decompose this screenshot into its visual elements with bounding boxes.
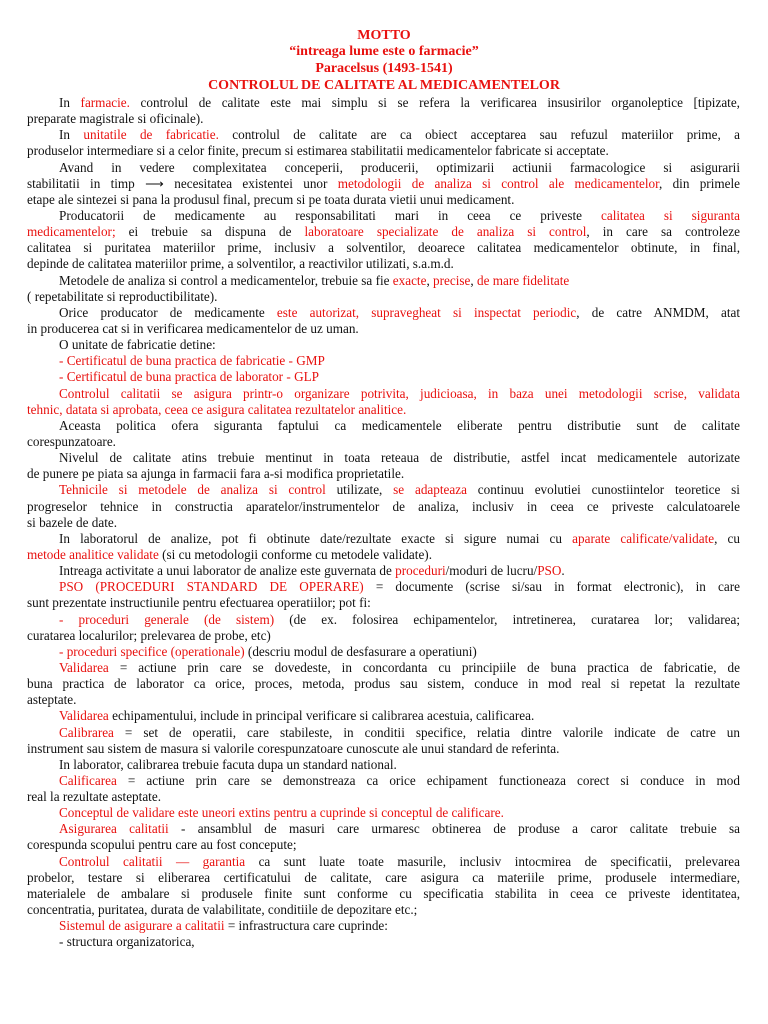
text-line bbox=[59, 208, 740, 224]
text-line bbox=[59, 337, 740, 353]
text-line bbox=[59, 273, 740, 289]
highlighted-text: unitatile de fabricatie. bbox=[83, 127, 219, 143]
text-run: , bbox=[426, 272, 434, 288]
text-line bbox=[27, 692, 740, 708]
highlighted-text: Controlul calitatii se asigura printr-o organizare potrivita, judicioasa, in baza unei metodologii scrise, validata bbox=[59, 385, 740, 401]
text-line bbox=[59, 612, 740, 628]
text-run: - structura organizatorica, bbox=[59, 934, 195, 950]
text-run: , cu bbox=[714, 530, 741, 546]
text-line bbox=[59, 369, 740, 385]
text-line bbox=[59, 854, 740, 870]
text-run: in producerea cat si in verificarea medicamentelor de uz uman. bbox=[27, 321, 359, 336]
text-run: echipamentului, include in principal verificare si calibrarea acestuia, calificarea. bbox=[108, 708, 535, 724]
text-run: Intreaga activitate a unui laborator de analize este guvernata de bbox=[59, 563, 396, 579]
text-run: , bbox=[470, 272, 477, 288]
text-line bbox=[27, 789, 740, 805]
highlighted-text: Calificarea bbox=[59, 772, 117, 788]
text-run: , in care sa controleze bbox=[586, 224, 740, 240]
text-run: = actiune prin care se demonstreaza ca orice echipament functioneaza corect si conduce in mod bbox=[116, 772, 740, 788]
highlighted-text: PSO bbox=[537, 563, 562, 579]
text-run: = documente (scrise si/sau in format electronic), in care bbox=[363, 579, 740, 595]
text-line bbox=[59, 386, 740, 402]
highlighted-text: farmacie. bbox=[80, 95, 130, 110]
text-run: Producatorii de medicamente au responsabilitati mari in ceea ce priveste bbox=[59, 208, 601, 223]
text-run: etape ale sintezei si pana la produsul final, precum si pe toata durata vietii unui medicament. bbox=[27, 191, 515, 207]
text-run: si bazele de date. bbox=[27, 514, 118, 530]
text-line bbox=[27, 595, 740, 611]
text-line bbox=[59, 821, 740, 837]
text-run: In bbox=[59, 127, 84, 143]
highlighted-text: precise bbox=[433, 272, 471, 288]
text-line bbox=[27, 240, 740, 256]
text-run: controlul de calitate este mai simplu si se refera la verificarea insusirilor organoleptice [tipizate, bbox=[129, 95, 740, 110]
highlighted-text: tehnic, datata si aprobata, ceea ce asigura calitatea rezultatelor analitice. bbox=[27, 401, 407, 417]
text-run: corespunzatoare. bbox=[27, 433, 116, 449]
text-run: asteptate. bbox=[27, 692, 77, 708]
text-line bbox=[27, 143, 740, 159]
text-run: utilizate, bbox=[325, 482, 394, 498]
text-run: probelor, testare si eliberarea certificatului de calitate, care asigura ca materiile prime, produsele intermediare, bbox=[27, 869, 740, 885]
highlighted-text: se adapteaza bbox=[393, 482, 467, 498]
text-run: , din primele bbox=[658, 175, 740, 191]
text-line bbox=[27, 321, 740, 337]
text-run: calitatea si puritatea materiilor prime, inclusiv a solventilor, deoarece calitatea medicamentelor obtinute, in final, bbox=[27, 240, 740, 256]
text-line bbox=[27, 870, 740, 886]
highlighted-text: - Certificatul de buna practica de laborator - GLP bbox=[59, 369, 319, 385]
text-line bbox=[59, 660, 740, 676]
text-run: corespunda scopului pentru care au fost concepute; bbox=[27, 837, 297, 853]
text-run: Aceasta politica ofera siguranta faptului ca medicamentele eliberate pentru distributie sunt de calitate bbox=[59, 417, 740, 433]
text-run: sunt prezentate instructiunile pentru efectuarea operatiilor; pot fi: bbox=[27, 595, 371, 611]
highlighted-text: de mare fidelitate bbox=[476, 272, 570, 288]
text-run: ( repetabilitate si reproductibilitate). bbox=[27, 288, 218, 304]
text-line bbox=[27, 741, 740, 757]
text-run: controlul de calitate are ca obiect acceptarea sau refuzul materiilor prime, a bbox=[218, 127, 740, 143]
text-line bbox=[59, 95, 740, 111]
text-run: = set de operatii, care stabileste, in conditii specifice, relatia dintre valorile indicate de catre un bbox=[113, 724, 740, 740]
highlighted-text: Conceptul de validare este uneori extins pentru a cuprinde si conceptul de calificare. bbox=[59, 805, 504, 821]
highlighted-text: medicamentelor; bbox=[27, 224, 116, 240]
text-run: materialele de ambalare si produsele finite sunt conforme cu specificatia stabilita in ceea ce priveste identitatea, bbox=[27, 885, 740, 901]
highlighted-text: proceduri bbox=[395, 563, 446, 579]
highlighted-text: Tehnicile si metodele de analiza si control bbox=[59, 482, 326, 498]
text-line bbox=[59, 773, 740, 789]
text-run: (si cu metodologii conforme cu metodele validate). bbox=[158, 546, 432, 562]
text-line bbox=[27, 402, 740, 418]
text-run: /moduri de lucru/ bbox=[445, 563, 538, 579]
highlighted-text: PSO (PROCEDURI STANDARD DE OPERARE) bbox=[59, 579, 364, 595]
text-line bbox=[27, 628, 740, 644]
highlighted-text: Validarea bbox=[59, 659, 109, 675]
text-line bbox=[27, 434, 740, 450]
text-run: real la rezultate asteptate. bbox=[27, 789, 161, 804]
text-line bbox=[59, 805, 740, 821]
highlighted-text: metodologii de analiza si control ale medicamentelor bbox=[337, 175, 659, 191]
highlighted-text: aparate calificate/validate bbox=[572, 530, 715, 546]
text-run: stabilitatii in timp ⟶ necesitatea existentei unor bbox=[27, 175, 338, 191]
text-run: instrument sau sistem de masura si valorile corespunzatoare cunoscute ale unui standard de referinta. bbox=[27, 740, 560, 756]
text-line bbox=[59, 418, 740, 434]
text-run: Avand in vedere complexitatea conceperii, producerii, optimizarii actiunii farmacologice si asigurarii bbox=[59, 159, 740, 175]
text-run: ca sunt luate toate masurile, inclusiv intocmirea de specificatii, prelevarea bbox=[245, 853, 740, 869]
text-line bbox=[27, 499, 740, 515]
text-line bbox=[59, 579, 740, 595]
text-run: . bbox=[561, 563, 565, 579]
text-line bbox=[27, 515, 740, 531]
highlighted-text: Sistemul de asigurare a calitatii bbox=[59, 918, 225, 934]
highlighted-text: Calibrarea bbox=[59, 724, 114, 740]
text-run: , de catre ANMDM, atat bbox=[576, 304, 741, 320]
highlighted-text: - Certificatul de buna practica de fabricatie - GMP bbox=[59, 353, 325, 369]
text-line bbox=[27, 902, 740, 918]
highlighted-text: calitatea si siguranta bbox=[600, 208, 740, 223]
text-line bbox=[59, 757, 740, 773]
text-run: In laborator, calibrarea trebuie facuta dupa un standard national. bbox=[59, 756, 397, 772]
text-run: ei trebuie sa dispuna de bbox=[115, 224, 305, 240]
text-line bbox=[27, 176, 740, 192]
text-run: O unitate de fabricatie detine: bbox=[59, 337, 216, 353]
text-run: de punere pe piata sa ajunga in farmacii fara a-si modifica proprietatile. bbox=[27, 466, 405, 482]
text-line bbox=[27, 256, 740, 272]
text-run: Metodele de analiza si control a medicamentelor, trebuie sa fie bbox=[59, 272, 393, 288]
text-line bbox=[59, 127, 740, 143]
highlighted-text: exacte bbox=[392, 272, 427, 288]
text-line bbox=[59, 305, 740, 321]
text-line bbox=[27, 676, 740, 692]
highlighted-text: - proceduri specifice (operationale) bbox=[59, 643, 245, 659]
motto-author: Paracelsus (1493-1541) bbox=[315, 61, 453, 76]
text-line bbox=[27, 837, 740, 853]
highlighted-text: laboratoare specializate de analiza si control bbox=[304, 224, 587, 240]
text-line bbox=[59, 160, 740, 176]
highlighted-text: - proceduri generale (de sistem) bbox=[59, 611, 275, 627]
document-title: CONTROLUL DE CALITATE AL MEDICAMENTELOR bbox=[208, 78, 560, 93]
text-run: depinde de calitatea materiilor prime, a solventilor, a reactivilor utilizati, s.a.m.d. bbox=[27, 256, 454, 272]
highlighted-text: Validarea bbox=[59, 708, 109, 724]
text-run: = actiune prin care se dovedeste, in concordanta cu principiile de buna practica de fabricatie, de bbox=[108, 659, 740, 675]
text-line bbox=[27, 289, 740, 305]
highlighted-text: este autorizat, supravegheat si inspectat periodic bbox=[276, 304, 577, 320]
text-line bbox=[27, 224, 740, 240]
text-run: continuu evolutiei cunostiintelor teoretice si bbox=[466, 482, 740, 498]
motto-label: MOTTO bbox=[357, 28, 411, 43]
text-run: (de ex. folosirea echipamentelor, intretinerea, curatarea lor; validarea; bbox=[274, 611, 740, 627]
text-line bbox=[59, 644, 740, 660]
text-line bbox=[59, 725, 740, 741]
text-run: In bbox=[59, 95, 81, 110]
text-run: progreselor tehnice in constructia aparatelor/instrumentelor de analiza, inclusiv in ceea ce priveste calculatoarele bbox=[27, 498, 740, 514]
text-run: concentratia, puritatea, durata de valabilitate, conditiile de depozitare etc.; bbox=[27, 902, 418, 917]
text-line bbox=[59, 934, 740, 950]
text-line bbox=[27, 192, 740, 208]
highlighted-text: Controlul calitatii — garantia bbox=[59, 853, 246, 869]
text-run: preparate magistrale si oficinale). bbox=[27, 111, 204, 127]
highlighted-text: metode analitice validate bbox=[27, 546, 159, 562]
text-run: Nivelul de calitate atins trebuie mentinut in toata reteaua de distributie, astfel incat medicamentele autorizate bbox=[59, 450, 740, 466]
motto-quote: “intreaga lume este o farmacie” bbox=[289, 44, 479, 59]
text-run: buna practica de laborator ca orice, proces, metoda, produs sau sistem, conduce in mod real si repetat la rezultate bbox=[27, 676, 740, 691]
text-line bbox=[59, 708, 740, 724]
text-line bbox=[59, 563, 740, 579]
text-run: curatarea localurilor; prelevarea de probe, etc) bbox=[27, 627, 271, 643]
highlighted-text: Asigurarea calitatii bbox=[59, 821, 169, 837]
text-line bbox=[59, 353, 740, 369]
text-run: produselor intermediare si a celor finite, precum si estimarea stabilitatii medicamentelor fabricate si acceptate. bbox=[27, 143, 609, 159]
text-line bbox=[27, 886, 740, 902]
text-run: Orice producator de medicamente bbox=[59, 304, 277, 320]
text-line bbox=[27, 547, 740, 563]
text-line bbox=[27, 466, 740, 482]
text-run: - ansamblul de masuri care urmaresc obtinerea de produse a caror calitate trebuie sa bbox=[168, 821, 740, 837]
text-run: (descriu modul de desfasurare a operatiuni) bbox=[244, 643, 477, 659]
text-line bbox=[59, 450, 740, 466]
text-line bbox=[59, 918, 740, 934]
text-run: = infrastructura care cuprinde: bbox=[224, 918, 388, 934]
text-line bbox=[27, 111, 740, 127]
text-run: In laboratorul de analize, pot fi obtinute date/rezultate exacte si sigure numai cu bbox=[59, 530, 573, 546]
text-line bbox=[59, 531, 740, 547]
text-line bbox=[59, 482, 740, 498]
